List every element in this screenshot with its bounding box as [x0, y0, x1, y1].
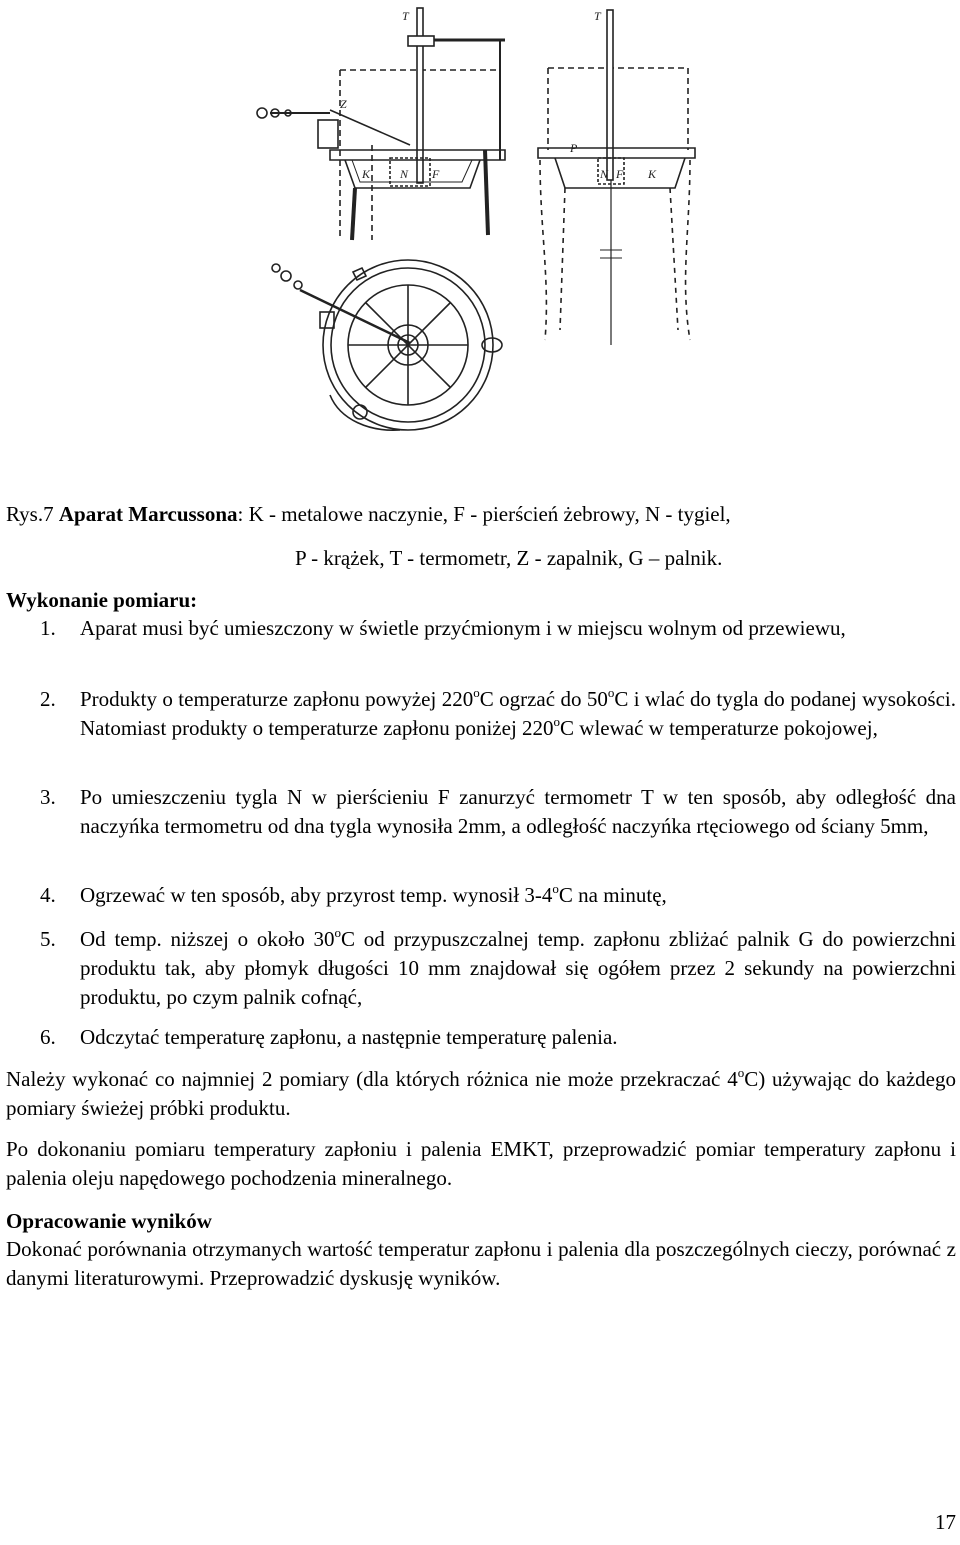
page-number: 17 — [935, 1510, 956, 1534]
list-item-number: 1. — [40, 616, 56, 640]
svg-text:N: N — [600, 167, 609, 181]
caption-prefix: Rys.7 — [6, 502, 59, 526]
list-item-number: 6. — [40, 1025, 56, 1049]
svg-text:P: P — [570, 141, 578, 155]
figure-caption-line1 — [6, 500, 731, 529]
svg-text:K: K — [362, 167, 371, 181]
paragraph-repeat-measurements: Należy wykonać co najmniej 2 pomiary (dla których różnica nie może przekraczać 4$^o$C) używając do każdego pomiary świeżej próbki produktu. — [6, 1065, 956, 1120]
procedure-heading: Wykonanie pomiaru: — [6, 588, 198, 612]
figure-caption-line2: P - krążek, T - termometr, Z - zapalnik, G – palnik. — [295, 546, 723, 570]
paragraph-mineral-oil: Po dokonaniu pomiaru temperatury zapłoniu i palenia EMKT, przeprowadzić pomiar temperatury zapłonu i palenia oleju napędowego pochodzenia mineralnego. — [6, 1137, 956, 1190]
side-view-left — [257, 8, 505, 240]
plan-view — [272, 260, 502, 430]
list-item-text: Produkty o temperaturze zapłonu powyżej 220$^o$C ogrzać do 50$^o$C i wlać do tygla do podanej wysokości. Natomiast produkty o temperaturze zapłonu poniżej 220$^o$C wlewać w temperaturze pokojowej, — [80, 685, 956, 740]
svg-text:F: F — [432, 167, 440, 181]
results-text: Dokonać porównania otrzymanych wartość temperatur zapłonu i palenia dla poszczególnych cieczy, porównać z danymi literaturowymi. Przeprowadzić dyskusję wyników. — [6, 1237, 956, 1290]
list-item-text: Aparat musi być umieszczony w świetle przyćmionym i w miejscu wolnym od przewiewu, — [80, 616, 846, 640]
list-item-number: 4. — [40, 883, 56, 907]
caption-title: Aparat Marcussona — [58, 502, 238, 526]
list-item-number: 5. — [40, 927, 56, 951]
list-item-text: Odczytać temperaturę zapłonu, a następnie temperaturę palenia. — [80, 1025, 618, 1049]
caption-line1-rest: : K - metalowe naczynie, F - pierścień żebrowy, N - tygiel, — [237, 502, 731, 526]
svg-text:K: K — [648, 167, 657, 181]
svg-text:N: N — [400, 167, 409, 181]
list-item-number: 2. — [40, 687, 56, 711]
list-item-number: 3. — [40, 785, 56, 809]
svg-text:F: F — [616, 167, 624, 181]
svg-text:Z: Z — [340, 97, 347, 111]
svg-text:T: T — [402, 9, 409, 23]
list-item-text: Po umieszczeniu tygla N w pierścieniu F zanurzyć termometr T w ten sposób, aby odległość dna naczyńka termometru od dna tygla wynosiła 2mm, a odległość naczyńka rtęciowego od ściany 5mm, — [80, 785, 956, 838]
svg-text:T: T — [594, 9, 601, 23]
side-view-left-labels — [340, 9, 440, 181]
marcusson-apparatus-drawing — [0, 0, 960, 470]
list-item-text: Ogrzewać w ten sposób, aby przyrost temp. wynosił 3-4$^o$C na minutę, — [80, 881, 667, 907]
results-heading: Opracowanie wyników — [6, 1209, 212, 1233]
list-item-text: Od temp. niższej o około 30$^o$C od przypuszczalnej temp. zapłonu zbliżać palnik G do powierzchni produktu tak, aby płomyk długości 10 mm znajdował się ogółem przez 2 sekundy na powierzchni produktu, po czym palnik cofnąć, — [80, 925, 956, 1009]
